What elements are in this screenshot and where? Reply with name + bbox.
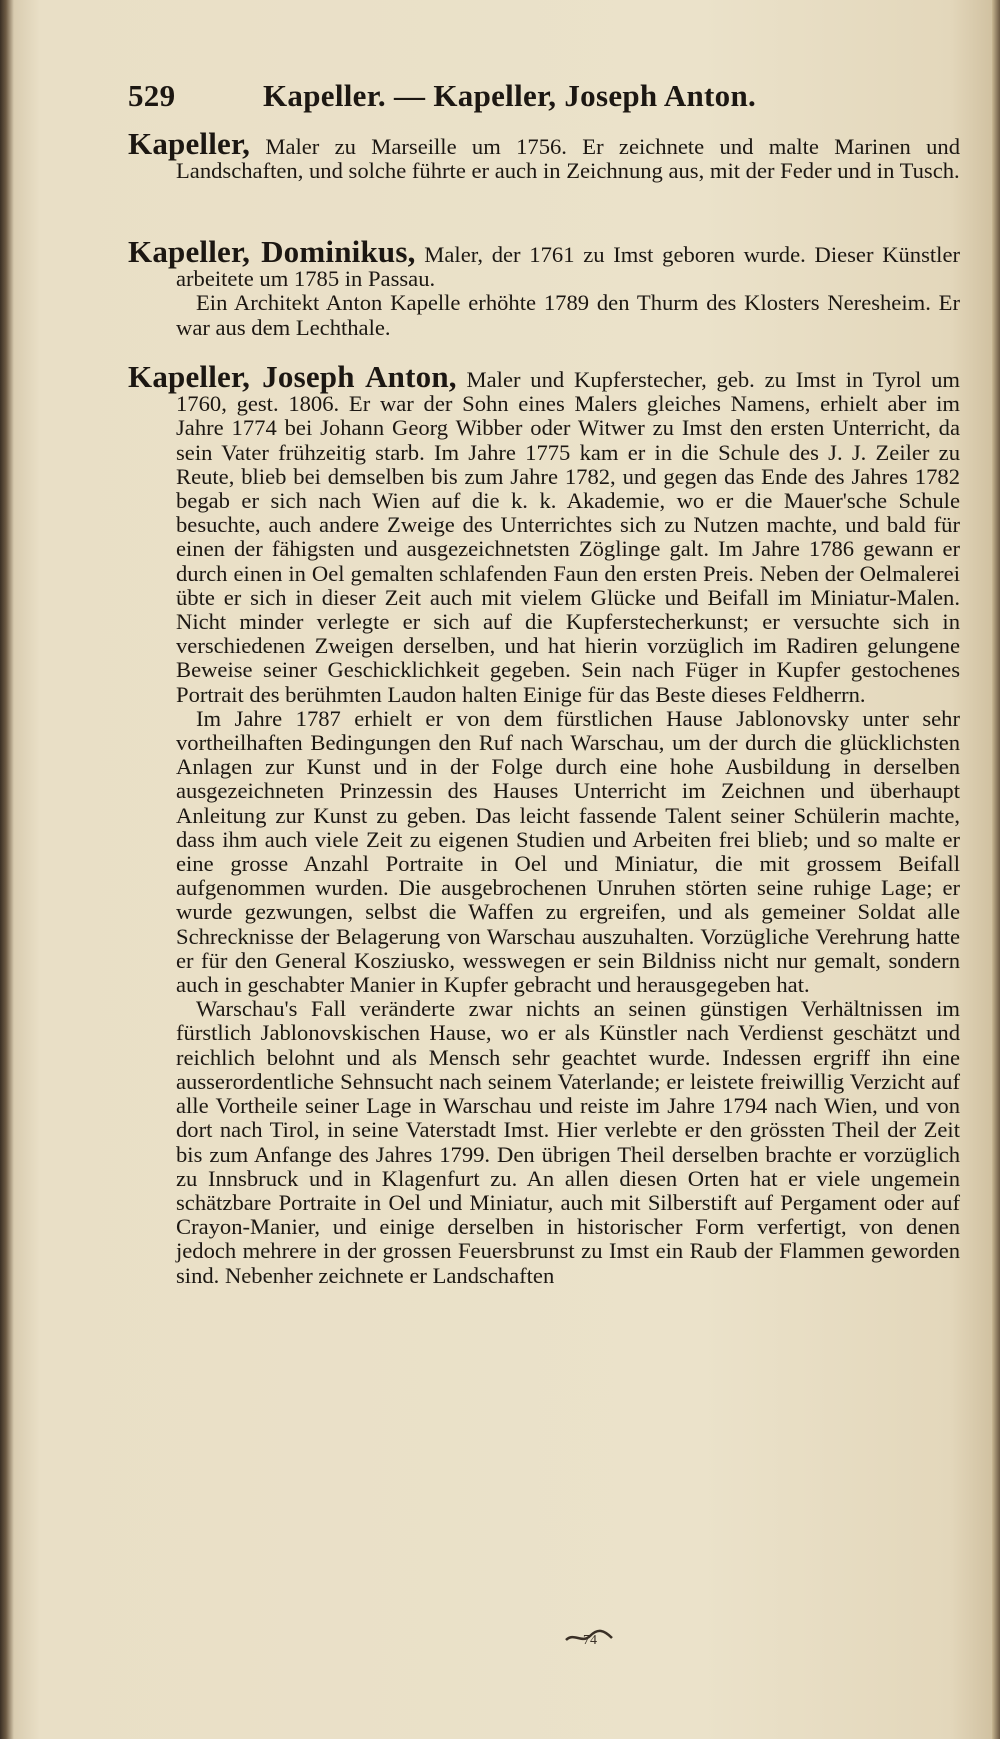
entry-paragraph [128,126,960,184]
entry-paragraph [128,707,960,997]
entry-headword: Kapeller, Dominikus, [128,234,416,269]
entry-text: Maler, der 1761 zu Imst geboren wurde. Dieser Künstler arbeitete um 1785 in Passau. [176,242,961,292]
dictionary-entry [128,126,960,184]
entry-text: Im Jahre 1787 erhielt er von dem fürstlichen Hause Jablonovsky unter sehr vortheilhaften Bedingungen den Ruf nach Warschau, um der durch die glücklichsten Anlagen zur Kunst und in der Folge durch eine hohe Ausbildung in derselben ausgezeichneten Prinzessin des Hauses Unterricht im Zeichnen und überhaupt Anleitung zur Kunst zu geben. Das leicht fassende Talent seiner Schülerin machte, dass ihm auch viele Zeit zu eigenen Studien und Arbeiten frei blieb; und so malte er eine grosse Anzahl Portraite in Oel und Miniatur, die mit grossem Beifall aufgenommen wurden. Die ausgebrochenen Unruhen störten seine ruhige Lage; er wurde gezwungen, selbst die Waffen zu ergreifen, und als gemeiner Soldat alle Schrecknisse der Belagerung von Warschau auszuhalten. Vorzügliche Verehrung hatte er für den General Kosziusko, wesswegen er sein Bildniss nicht nur gemalt, sondern auch in geschabter Manier in Kupfer gebracht und herausgegeben hat. [176,705,960,998]
entry-text: Warschau's Fall veränderte zwar nichts an seinen günstigen Verhältnissen im fürstlich Jablonovskischen Hause, wo er als Künstler nach Verdienst geschätzt und reichlich belohnt und als Mensch sehr geachtet wurde. Indessen ergriff ihn eine ausserordentliche Sehnsucht nach seinem Vaterlande; er leistete freiwillig Verzicht auf alle Vortheile seiner Lage in Warschau und reiste im Jahre 1794 nach Wien, und von dort nach Tirol, in seine Vaterstadt Imst. Hier verlebte er den grössten Theil der Zeit bis zum Anfange des Jahres 1799. Den übrigen Theil derselben brachte er vorzüglich zu Innsbruck und in Klagenfurt zu. An allen diesen Orten hat er viele ungemein schätzbare Portraite in Oel und Miniatur, auch mit Silberstift auf Pergament oder auf Crayon-Manier, und einige derselben in historischer Form verfertigt, von denen jedoch mehrere in der grossen Feuersbrunst zu Imst ein Raub der Flammen geworden sind. Nebenher zeichnete er Landschaften [176,996,960,1288]
entry-paragraph [128,291,960,339]
signature-mark [560,1622,620,1652]
entry-headword: Kapeller, [128,126,251,161]
running-head [128,78,888,114]
entry-paragraph [128,234,961,292]
signature-number: 74 [583,1633,597,1648]
entry-paragraph [128,997,960,1287]
page-number: 529 [128,78,176,113]
dictionary-entry [128,359,961,1288]
entry-text: Maler zu Marseille um 1756. Er zeichnete und malte Marinen und Landschaften, und solche führte er auch in Zeichnung aus, mit der Feder und in Tusch. [176,134,960,184]
entry-text: Ein Architekt Anton Kapelle erhöhte 1789 den Thurm des Klosters Neresheim. Er war aus dem Lechthale. [176,290,960,340]
entry-headword: Kapeller, Joseph Anton, [128,359,457,394]
dictionary-entry [128,234,961,340]
entry-text: Maler und Kupferstecher, geb. zu Imst in Tyrol um 1760, gest. 1806. Er war der Sohn eines Malers gleiches Namens, erhielt aber im Jahre 1774 bei Johann Georg Wibber oder Witwer zu Imst den ersten Unterricht, da sein Vater frühzeitig starb. Im Jahre 1775 kam er in die Schule des J. J. Zeiler zu Reute, blieb bei demselben bis zum Jahre 1782, und gegen das Ende des Jahres 1782 begab er sich nach Wien auf die k. k. Akademie, wo er die Mauer'sche Schule besuchte, auch andere Zweige des Unterrichtes sich zu Nutzen machte, und bald für einen der fähigsten und ausgezeichnetsten Zöglinge galt. Im Jahre 1786 gewann er durch einen in Oel gemalten schlafenden Faun den ersten Preis. Neben der Oelmalerei übte er sich in dieser Zeit auch mit vielem Glücke und Beifall im Miniatur-Malen. Nicht minder verlegte er sich auf die Kupferstecherkunst; er versuchte sich in verschiedenen Zweigen derselben, und hat hierin vorzüglich im Radiren gelungene Beweise seiner Geschicklichkeit gegeben. Sein nach Füger in Kupfer gestochenes Portrait des berühmten Laudon halten Einige für das Beste dieses Feldherrn. [176,367,961,707]
page-edge [992,0,1000,1739]
entry-paragraph [128,359,961,707]
running-title: Kapeller. — Kapeller, Joseph Anton. [263,78,757,113]
